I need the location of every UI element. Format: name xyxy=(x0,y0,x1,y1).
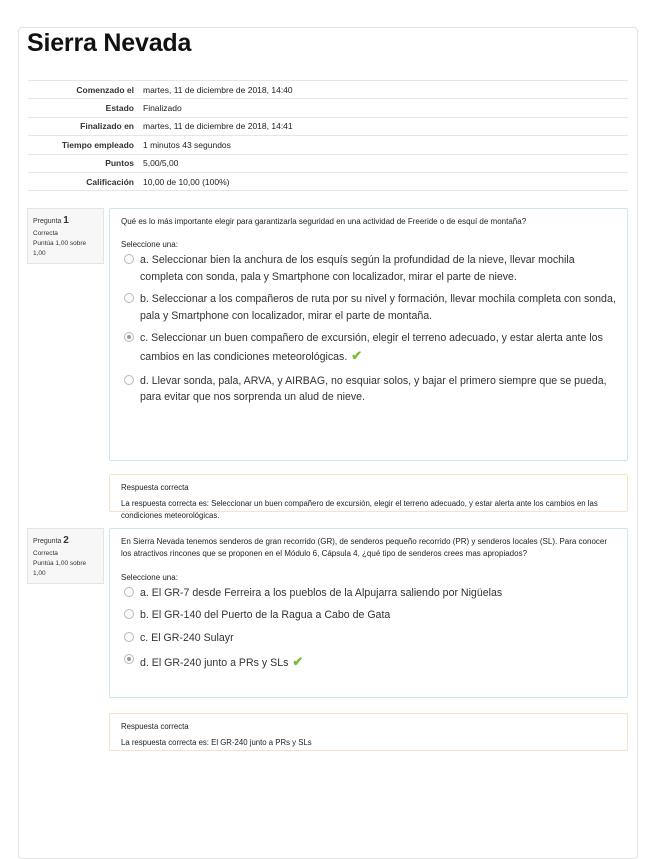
answer-option-b[interactable] xyxy=(121,607,616,623)
question-text: En Sierra Nevada tenemos senderos de gran recorrido (GR), de senderos pequeño recorrido (PR) y senderos locales (SL). Para conocer los atractivos rincones que se proponen en el Módulo 6, Cápsula 4, ¿qué tipo de senderos crees mas apropiados? xyxy=(121,537,608,559)
radio-button-selected[interactable] xyxy=(124,332,134,342)
answer-option-d[interactable] xyxy=(121,652,616,672)
answer-option-a[interactable] xyxy=(121,585,616,601)
answer-text: b. Seleccionar a los compañeros de ruta por su nivel y formación, llevar mochila completa con sonda, pala y Smartphone con localizador, mirar el parte de montaña. xyxy=(140,293,616,322)
summary-value: martes, 11 de diciembre de 2018, 14:40 xyxy=(143,84,293,95)
summary-value: 10,00 de 10,00 (100%) xyxy=(143,176,230,187)
page-title: Sierra Nevada xyxy=(27,29,192,57)
answer-text: c. Seleccionar un buen compañero de excursión, elegir el terreno adecuado, y estar alerta ante los cambios en las condiciones meteorológicas. xyxy=(140,332,603,364)
question-status: Correcta xyxy=(33,229,58,237)
summary-value: Finalizado xyxy=(143,103,182,114)
question-1-info xyxy=(27,208,104,264)
answer-text: c. El GR-240 Sulayr xyxy=(140,631,234,644)
answer-option-a[interactable] xyxy=(121,252,616,285)
question-2-content xyxy=(109,528,628,698)
answer-text: a. El GR-7 desde Ferreira a los pueblos de la Alpujarra saliendo por Nigüelas xyxy=(140,586,503,599)
check-icon: ✔ xyxy=(292,654,304,669)
feedback-title: Respuesta correcta xyxy=(121,483,189,492)
question-score: Puntúa 1,00 sobre 1,00 xyxy=(33,239,87,257)
question-label: Pregunta xyxy=(33,218,62,225)
summary-label: Puntos xyxy=(105,158,134,169)
summary-label: Estado xyxy=(105,103,134,114)
answer-prompt: Seleccione una: xyxy=(121,240,178,250)
question-2-feedback xyxy=(109,713,628,751)
question-number: 2 xyxy=(63,535,69,546)
question-number: 1 xyxy=(63,215,69,226)
question-label: Pregunta xyxy=(33,538,62,545)
radio-button[interactable] xyxy=(124,293,134,303)
question-text: Qué es lo más importante elegir para garantizarla seguridad en una actividad de Freeride o de esquí de montaña? xyxy=(121,217,527,226)
answer-text: a. Seleccionar bien la anchura de los esquís según la profundidad de la nieve, llevar mochila completa con sonda, pala y Smartphone con localizador, mirar el parte de nieve. xyxy=(140,254,575,283)
answer-text: d. El GR-240 junto a PRs y SLs xyxy=(140,657,289,669)
summary-label: Calificación xyxy=(86,176,134,187)
question-1-feedback xyxy=(109,474,628,521)
summary-row-finished xyxy=(28,117,628,135)
summary-row-points xyxy=(28,154,628,172)
summary-label: Comenzado el xyxy=(76,84,134,95)
summary-label: Tiempo empleado xyxy=(61,139,134,150)
feedback-text: La respuesta correcta es: Seleccionar un buen compañero de excursión, elegir el terreno adecuado, y estar alerta ante los cambios en las condiciones meteorológicas. xyxy=(121,499,598,521)
summary-value: 5,00/5,00 xyxy=(143,158,179,169)
summary-row-grade xyxy=(28,172,628,190)
answer-option-c[interactable] xyxy=(121,630,616,646)
summary-row-state xyxy=(28,99,628,117)
radio-button[interactable] xyxy=(124,254,134,264)
summary-value: 1 minutos 43 segundos xyxy=(143,139,231,150)
summary-label: Finalizado en xyxy=(80,121,134,132)
answer-option-c[interactable] xyxy=(121,330,616,367)
radio-button[interactable] xyxy=(124,375,134,385)
answer-prompt: Seleccione una: xyxy=(121,572,178,582)
summary-row-started xyxy=(28,81,628,99)
radio-button[interactable] xyxy=(124,587,134,597)
check-icon: ✔ xyxy=(351,348,363,364)
feedback-title: Respuesta correcta xyxy=(121,722,189,731)
question-score: Puntúa 1,00 sobre 1,00 xyxy=(33,559,87,577)
feedback-text: La respuesta correcta es: El GR-240 junto a PRs y SLs xyxy=(121,738,312,748)
attempt-summary-table xyxy=(28,80,628,191)
summary-value: martes, 11 de diciembre de 2018, 14:41 xyxy=(143,121,293,132)
answer-option-d[interactable] xyxy=(121,373,616,406)
question-status: Correcta xyxy=(33,549,58,557)
answer-text: b. El GR-140 del Puerto de la Ragua a Cabo de Gata xyxy=(140,609,391,622)
answer-option-b[interactable] xyxy=(121,291,616,324)
summary-row-time-taken xyxy=(28,136,628,154)
question-1-content xyxy=(109,208,628,461)
radio-button-selected[interactable] xyxy=(124,654,134,664)
answer-text: d. Llevar sonda, pala, ARVA, y AIRBAG, no esquiar solos, y bajar el primero siempre que se pueda, para evitar que nos sorprenda un alud de nieve. xyxy=(140,374,607,403)
question-2-info xyxy=(27,528,104,584)
radio-button[interactable] xyxy=(124,632,134,642)
radio-button[interactable] xyxy=(124,609,134,619)
